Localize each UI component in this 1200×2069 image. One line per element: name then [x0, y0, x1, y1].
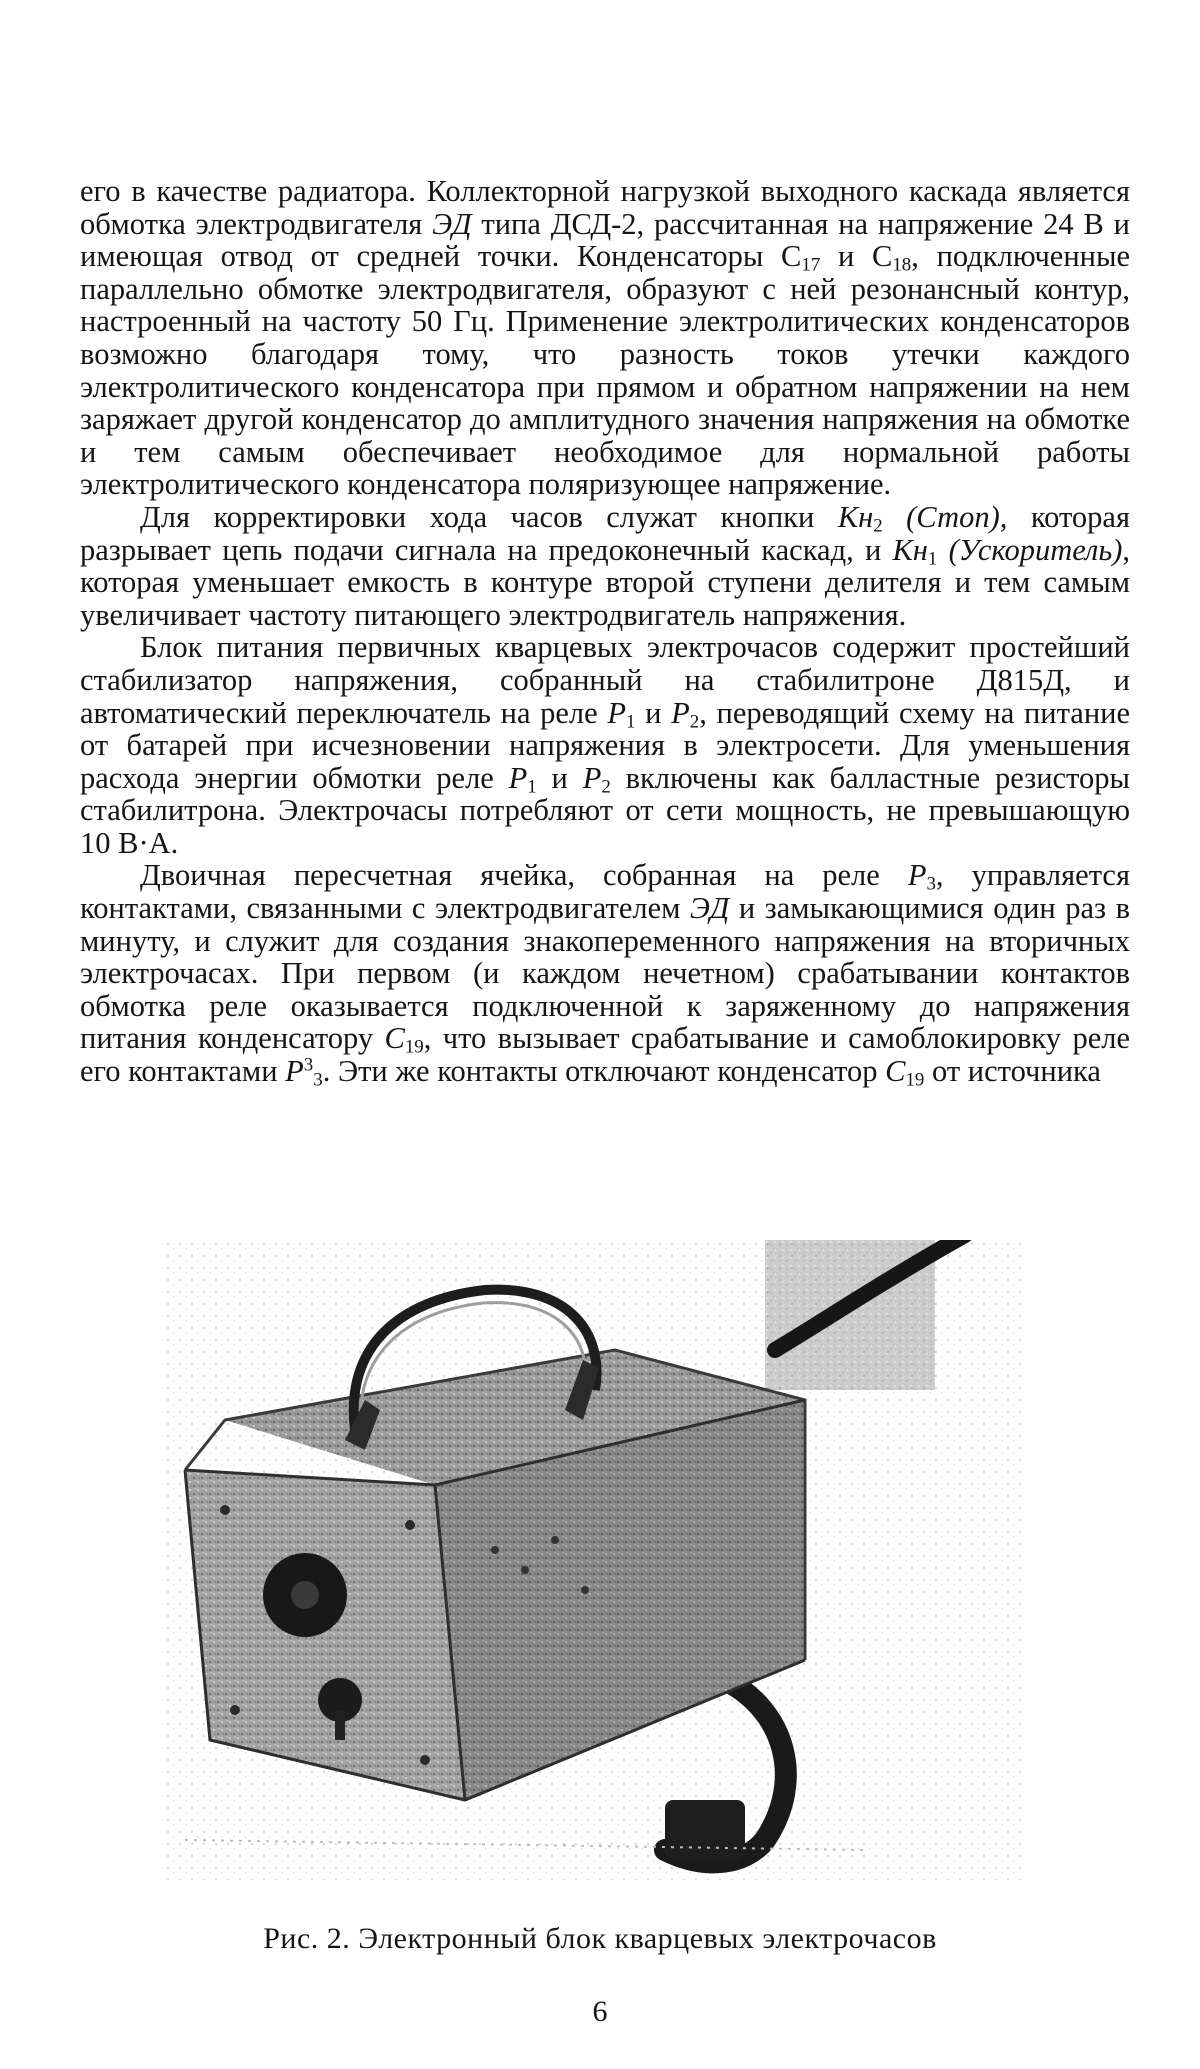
superscript: 3	[303, 1054, 314, 1076]
subscript: 2	[873, 515, 883, 537]
text-run: Двоичная пересчетная ячейка, собранная на реле	[140, 858, 908, 893]
subscript: 1	[626, 711, 636, 733]
text-run: его в качестве радиатора. Коллекторной нагрузкой выходного каскада является обмотка электродвигателя	[80, 174, 1130, 241]
text-run: P	[285, 1054, 304, 1089]
text-run: Блок питания первичных кварцевых электрочасов содержит простейший стабилизатор напряжения, собранный на стабилитроне Д815Д, и автоматический переключатель на реле	[80, 630, 1130, 730]
text-run: . Эти же контакты отключают конденсатор	[322, 1054, 886, 1089]
page-number: 6	[592, 1995, 608, 2028]
subscript: 1	[927, 548, 938, 570]
figure-caption: Рис. 2. Электронный блок кварцевых электрочасов	[263, 1922, 937, 1955]
text-run: , которая разрывает цепь подачи сигнала на предоконечный каскад, и	[80, 499, 1130, 567]
paragraph	[80, 631, 1130, 859]
text-run: от источника	[924, 1054, 1101, 1089]
text-run: C	[872, 239, 893, 274]
text-run: Для корректировки хода часов служат кнопки	[140, 499, 838, 534]
text-run: (Ускоритель)	[948, 532, 1123, 567]
text-run: и	[536, 760, 583, 795]
subscript: 19	[404, 1037, 424, 1059]
text-run	[937, 533, 948, 567]
text-run: , подключенные параллельно обмотке электродвигателя, образуют с ней резонансный контур, настроенный на частоту 50 Гц. Применение электролитических конденсаторов возможно благодаря тому, что разность токов утечки каждого электролитического конденсатора при прямом и обратном напряжении на нем заряжает другой конденсатор до амплитудного значения напряжения на обмотке и тем самым обеспечивает необходимое для нормальной работы электролитического конденсатора поляризующее напряжение.	[80, 239, 1130, 502]
text-run: Кн	[837, 499, 874, 534]
text-run: , переводящий схему на питание от батарей при исчезновении напряжения в электросети. Для уменьшения расхода энергии обмотки реле	[80, 695, 1131, 795]
text-run: P	[671, 695, 690, 730]
text-run: Кн	[892, 532, 928, 567]
device-photo	[165, 1240, 1025, 1880]
text-run: включены как балластные резисторы стабилитрона. Электрочасы потребляют от сети мощность, не превышающую 10 В·А.	[80, 760, 1130, 860]
text-run: и	[820, 239, 872, 274]
text-run: C	[885, 1054, 906, 1089]
text-run: и замыкающимися один раз в минуту, и служит для создания знакопеременного напряжения на вторичных электрочасах. При первом (и каждом нечетном) срабатывании контактов обмотка реле оказывается подключенной к заряженному до напряжения питания конденсатору	[80, 891, 1130, 1056]
text-run: C	[781, 239, 802, 274]
text-run: P	[582, 760, 602, 795]
text-run: типа ДСД-2, рассчитанная на напряжение 24 В и имеющая отвод от средней точки. Конденсаторы	[80, 206, 1130, 274]
subscript: 3	[926, 874, 936, 896]
text-run: и	[635, 695, 672, 730]
subscript: 2	[601, 776, 611, 798]
subscript: 2	[689, 711, 700, 733]
paragraph	[80, 501, 1130, 631]
text-run: ЭД	[432, 206, 472, 241]
subscript: 17	[801, 254, 821, 276]
text-run: ЭД	[689, 891, 730, 926]
text-run: , которая уменьшает емкость в контуре второй ступени делителя и тем самым увеличивает частоту питающего электродвигатель напряжения.	[80, 532, 1131, 632]
subscript: 3	[313, 1069, 323, 1091]
subscript: 18	[892, 254, 912, 276]
paragraph	[80, 175, 1130, 501]
paragraph	[80, 858, 1130, 1091]
text-run: , управляется контактами, связанными с электродвигателем	[80, 858, 1130, 926]
text-run: C	[384, 1021, 405, 1056]
text-run	[883, 500, 906, 534]
text-run: , что вызывает срабатывание и самоблокировку реле его контактами	[80, 1021, 1130, 1089]
body-text	[80, 174, 1131, 1091]
text-run: (Стоп)	[906, 499, 1000, 534]
subscript: 1	[527, 776, 537, 798]
subscript: 19	[905, 1069, 925, 1091]
text-run: P	[508, 760, 528, 795]
text-run: P	[607, 695, 626, 730]
text-run: P	[907, 858, 927, 893]
